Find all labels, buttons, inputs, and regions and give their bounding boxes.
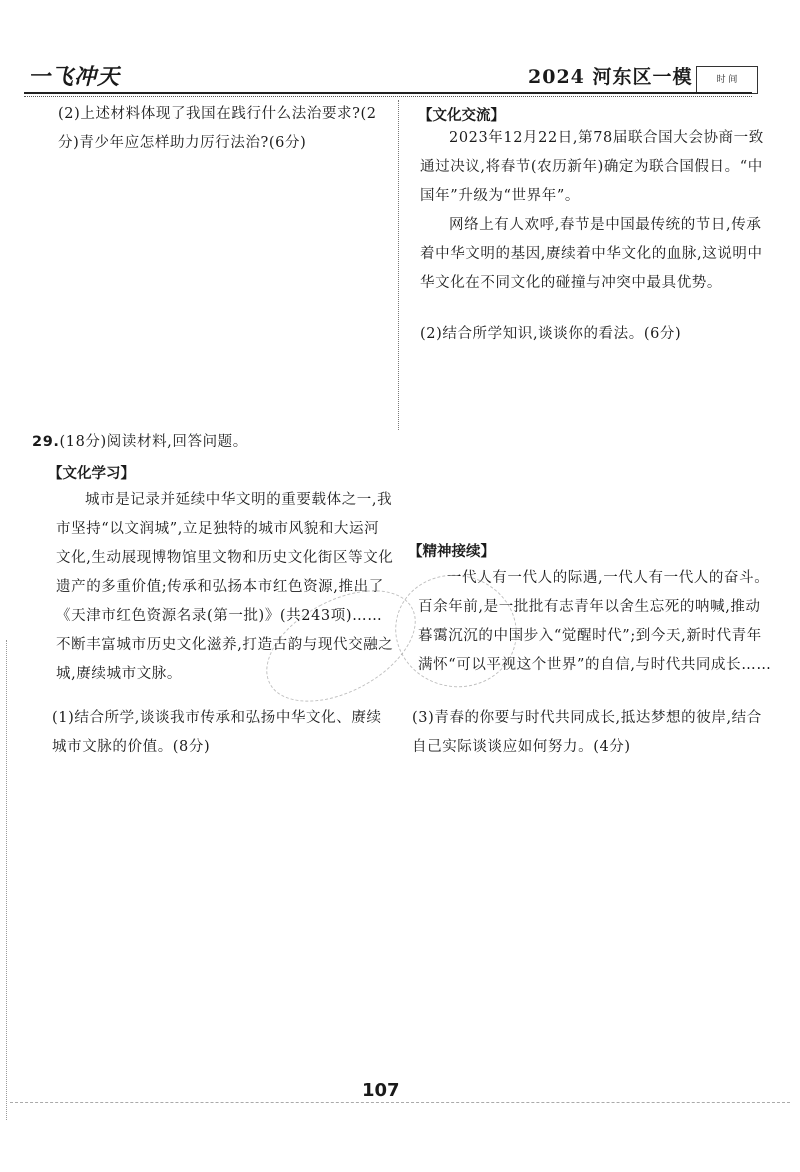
brand-logo: 一飞冲天 — [28, 64, 121, 90]
footer-rule — [10, 1102, 790, 1103]
q29-stem: (18分)阅读材料,回答问题。 — [59, 434, 248, 450]
spirit-relay-question: (3)青春的你要与时代共同成长,抵达梦想的彼岸,结合自己实际谈谈应如何努力。(4分) — [412, 710, 762, 755]
culture-exchange-para2: 网络上有人欢呼,春节是中国最传统的节日,传承着中华文明的基因,赓续着中华文化的血脉,这说明中华文化在不同文化的碰撞与冲突中最具优势。 — [420, 217, 763, 291]
culture-study-para: 城市是记录并延续中华文明的重要载体之一,我市坚持“以文润城”,立足独特的城市风貌和大运河文化,生动展现博物馆里文物和历史文化街区等文化遗产的多重价值;传承和弘扬本市红色资源,推出了《天津市红色资源名录(第一批)》(共243项)……不断丰富城市历史文化滋养,打造古韵与现代交融之城,赓续城市文脉。 — [56, 492, 394, 682]
page-number: 107 — [362, 1080, 400, 1101]
culture-exchange-title: 【文化交流】 — [418, 108, 505, 124]
header-rule-dotted — [24, 96, 752, 97]
corner-box: 时 间 — [696, 66, 758, 94]
spirit-relay-para: 一代人有一代人的际遇,一代人有一代人的奋斗。百余年前,是一批批有志青年以舍生忘死的呐喊,推动暮霭沉沉的中国步入“觉醒时代”;到今天,新时代青年满怀“可以平视这个世界”的自信,与时代共同成长…… — [418, 570, 772, 673]
exam-title: 2024 河东区一模 — [528, 66, 693, 88]
q28-part2-text: (2)上述材料体现了我国在践行什么法治要求?(2分)青少年应怎样助力厉行法治?(6分) — [58, 106, 377, 151]
binding-edge — [6, 640, 7, 1120]
q29-heading — [32, 428, 392, 457]
q29-number: 29. — [32, 434, 60, 450]
spirit-relay-title: 【精神接续】 — [408, 544, 495, 560]
header-rule — [24, 92, 752, 94]
culture-study-title: 【文化学习】 — [48, 466, 135, 482]
culture-exchange-para1: 2023年12月22日,第78届联合国大会协商一致通过决议,将春节(农历新年)确定为联合国假日。“中国年”升级为“世界年”。 — [420, 130, 764, 204]
culture-exchange-question: (2)结合所学知识,谈谈你的看法。(6分) — [420, 326, 682, 342]
culture-study-question: (1)结合所学,谈谈我市传承和弘扬中华文化、赓续城市文脉的价值。(8分) — [52, 710, 382, 755]
column-divider — [398, 100, 399, 430]
